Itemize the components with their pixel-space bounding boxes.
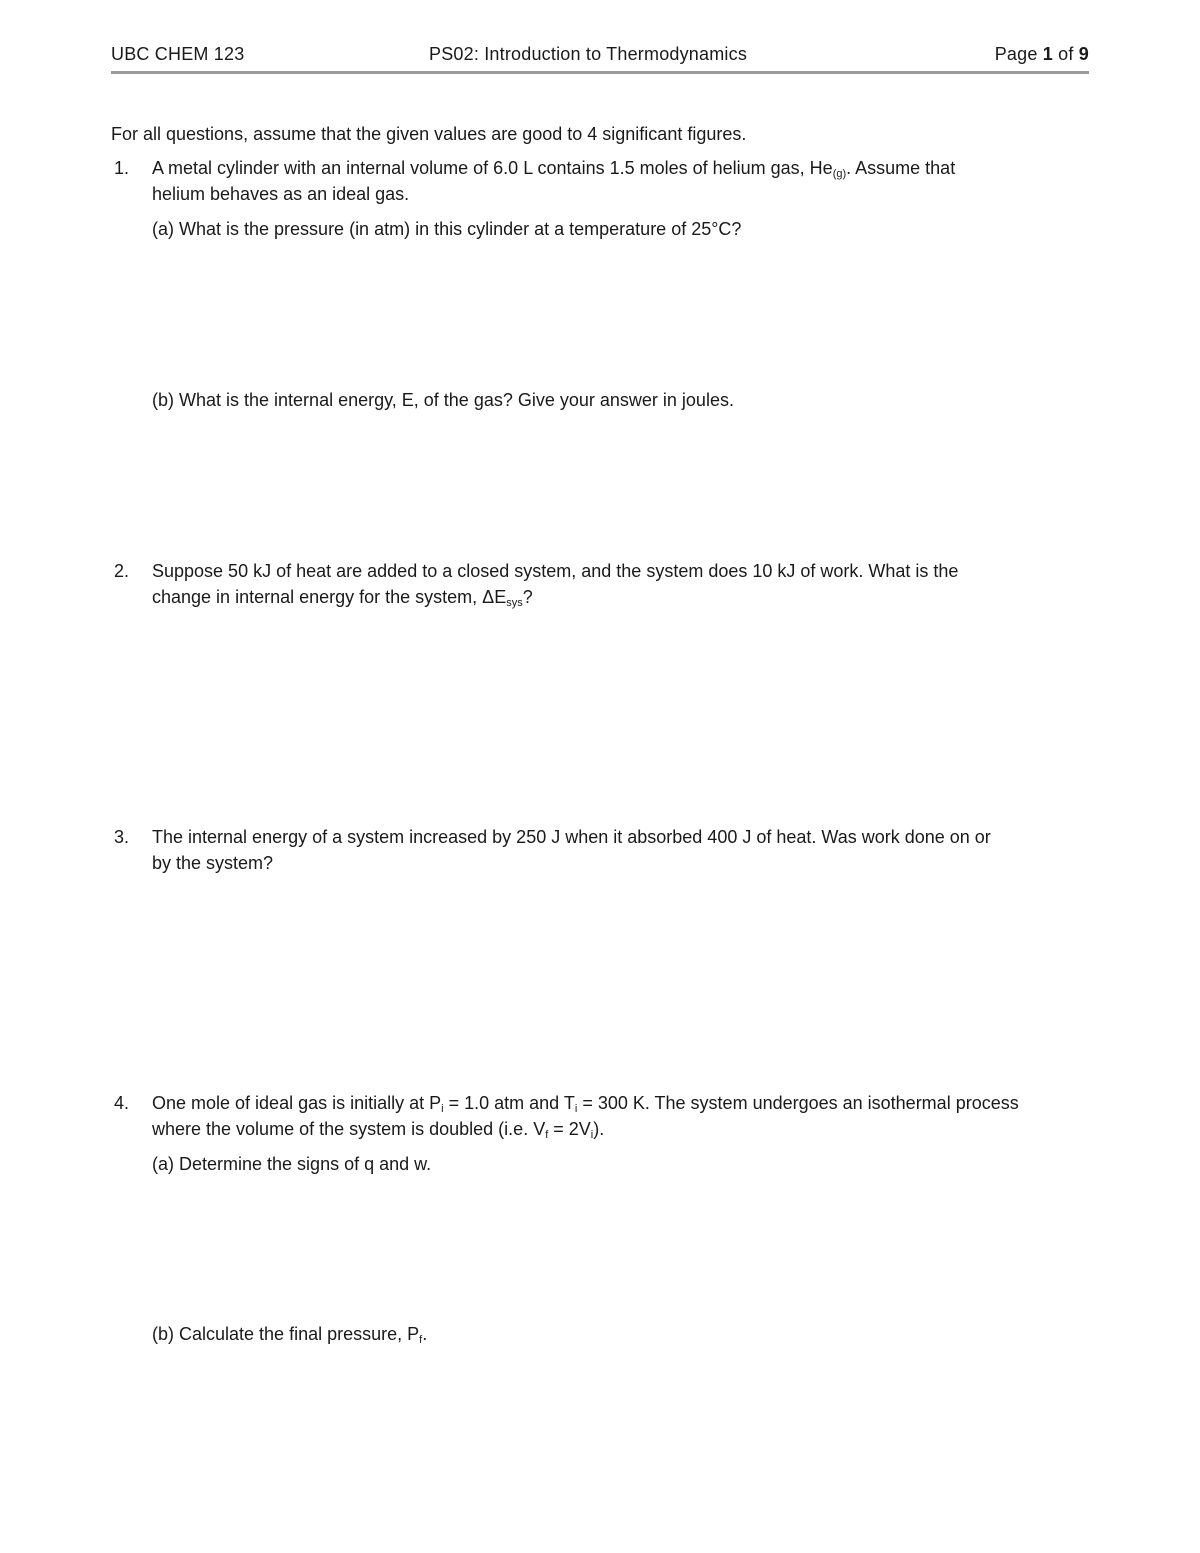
q4-l2-c: ). <box>593 1119 605 1139</box>
q4-number: 4. <box>114 1093 130 1113</box>
q4-l1-b: = 1.0 atm and T <box>443 1093 575 1113</box>
q4-l1-sub2: i <box>574 1103 578 1115</box>
q4-l1-sub1: i <box>441 1103 444 1115</box>
q1-stem-sub: (g) <box>832 168 847 180</box>
q2-number: 2. <box>114 561 130 581</box>
q3-line1: The internal energy of a system increased by 250 J when it absorbed 400 J of heat. Was work done on or <box>152 827 991 847</box>
q2-line2-a: change in internal energy for the system, ΔE <box>152 587 507 607</box>
q1-stem-a: A metal cylinder with an internal volume of 6.0 L contains 1.5 moles of helium gas, He <box>152 158 833 178</box>
q4-l2-sub2: i <box>590 1129 594 1141</box>
header-page-indicator <box>995 44 1089 65</box>
page-total: 9 <box>1078 44 1089 64</box>
q2-line1: Suppose 50 kJ of heat are added to a closed system, and the system does 10 kJ of work. What is the <box>152 561 959 581</box>
q4-stem <box>152 1090 1092 1142</box>
q1-stem-line2: helium behaves as an ideal gas. <box>152 184 410 204</box>
q3-number: 3. <box>114 827 130 847</box>
q4-l2-a: where the volume of the system is doubled (i.e. V <box>152 1119 546 1139</box>
q4-part-b-b: . <box>422 1324 428 1344</box>
page-word: Page <box>994 44 1038 64</box>
q3-line2: by the system? <box>152 853 274 873</box>
q2-line2-sub: sys <box>506 597 523 609</box>
q4-part-a: (a) Determine the signs of q and w. <box>152 1154 432 1174</box>
q4-part-b-sub: f <box>419 1334 423 1346</box>
q4-l2-b: = 2V <box>548 1119 591 1139</box>
q1-stem-b: . Assume that <box>846 158 956 178</box>
q4-part-b-a: (b) Calculate the final pressure, P <box>152 1324 420 1344</box>
header-rule <box>111 71 1089 74</box>
q4-l1-a: One mole of ideal gas is initially at P <box>152 1093 442 1113</box>
page-current: 1 <box>1042 44 1053 64</box>
q4-l1-c: = 300 K. The system undergoes an isothermal process <box>577 1093 1019 1113</box>
q2-stem <box>152 558 1092 610</box>
intro-text: For all questions, assume that the given values are good to 4 significant figures. <box>111 124 747 144</box>
q1-part-b: (b) What is the internal energy, E, of the gas? Give your answer in joules. <box>152 390 734 410</box>
q2-line2-b: ? <box>522 587 533 607</box>
header-course: UBC CHEM 123 <box>111 44 245 64</box>
q1-part-a: (a) What is the pressure (in atm) in this cylinder at a temperature of 25°C? <box>152 219 742 239</box>
q1-stem <box>152 155 1092 207</box>
q1-number: 1. <box>114 158 130 178</box>
header-title: PS02: Introduction to Thermodynamics <box>429 44 748 64</box>
q4-part-b <box>152 1321 427 1347</box>
q4-l2-sub1: f <box>545 1129 549 1141</box>
q3-stem <box>152 824 1092 876</box>
page-of: of <box>1058 44 1074 64</box>
